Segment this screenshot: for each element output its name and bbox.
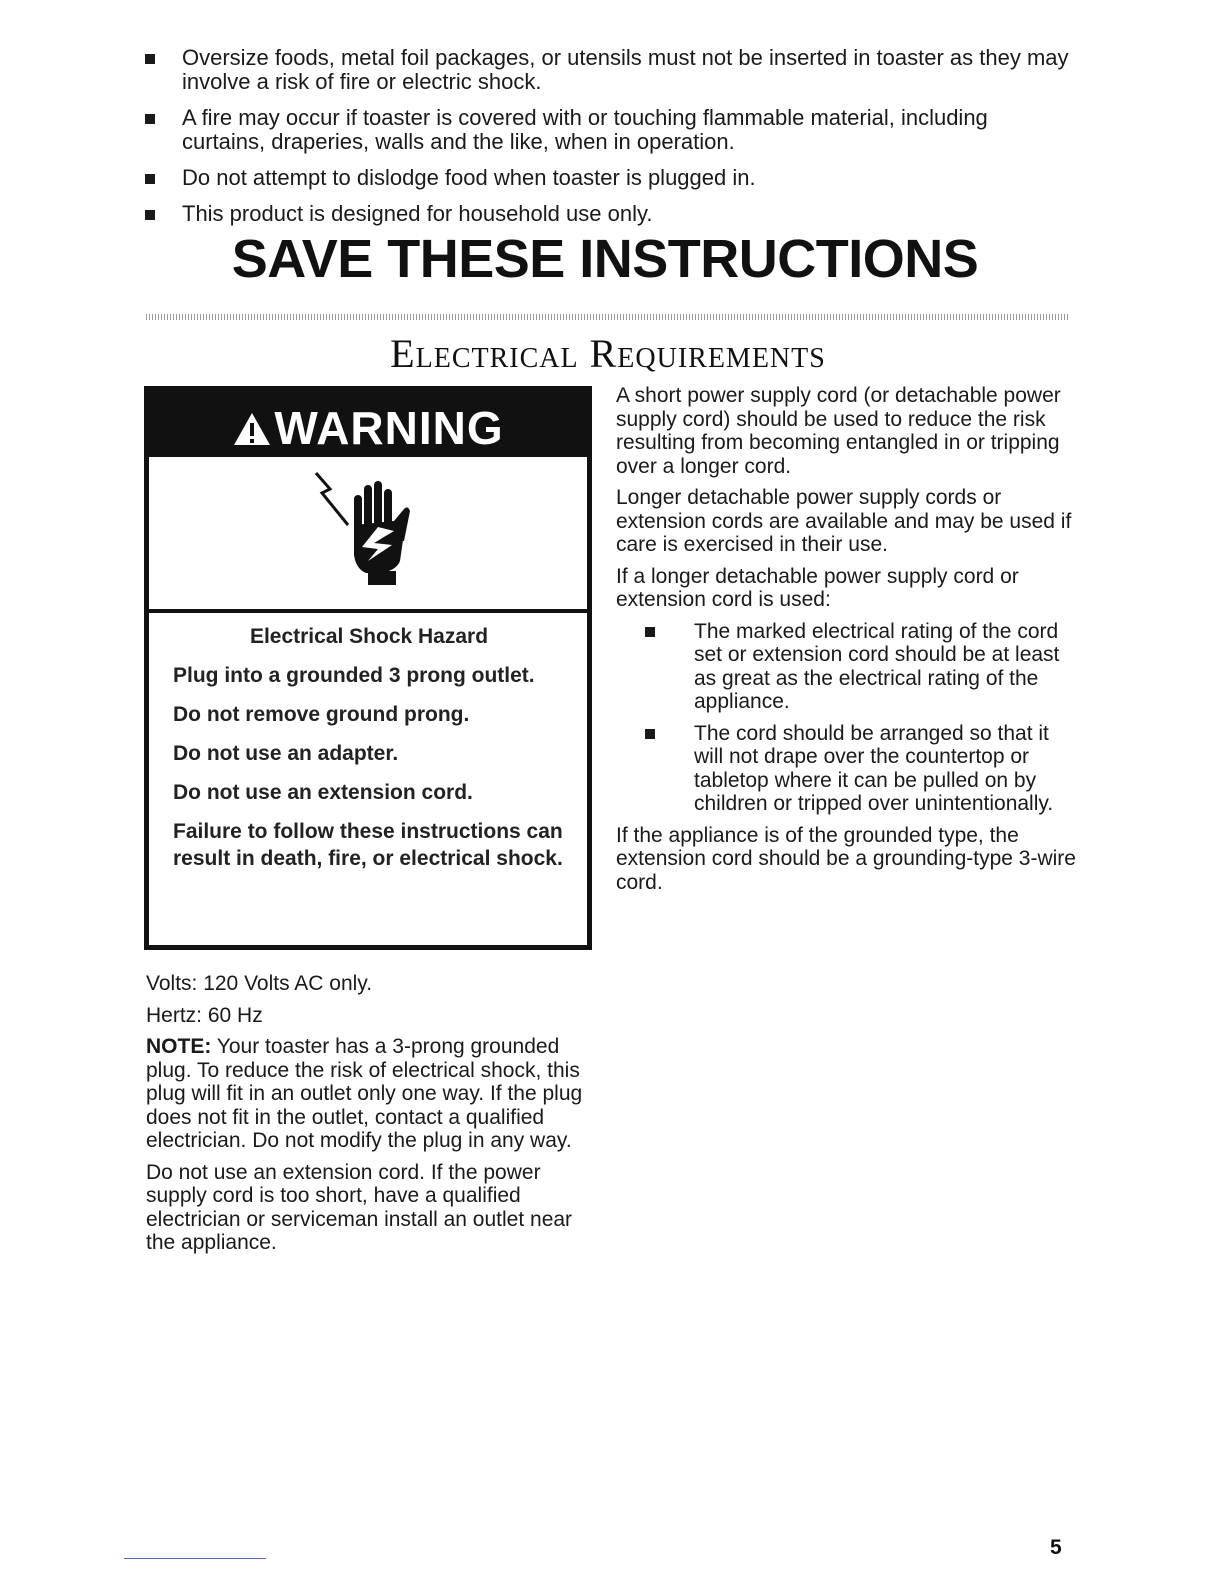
safety-bullet: [142, 106, 1072, 154]
warning-box: [144, 386, 592, 950]
warning-banner-label: WARNING: [274, 402, 504, 454]
cord-bullet-text: The cord should be arranged so that it will not drape over the countertop or tabletop where it can be pulled on by children or tripped over unintentionally.: [694, 721, 1054, 815]
warning-line: Do not remove ground prong.: [173, 703, 470, 726]
volts-spec: Volts: 120 Volts AC only.: [146, 972, 373, 995]
hertz-spec: Hertz: 60 Hz: [146, 1003, 263, 1027]
safety-bullet-list: [142, 46, 1072, 238]
safety-bullet-text: This product is designed for household use only.: [182, 201, 653, 226]
cord-bullet: [616, 620, 1076, 714]
cord-paragraph: Longer detachable power supply cords or extension cords are available and may be used if care is exercised in their use.: [616, 486, 1072, 556]
warning-text: [149, 613, 587, 872]
safety-bullet-text: Oversize foods, metal foil packages, or utensils must not be inserted in toaster as they may involve a risk of fire or electric shock.: [182, 45, 1069, 94]
cord-paragraph: If a longer detachable power supply cord or extension cord is used:: [616, 564, 1019, 611]
note-text: Your toaster has a 3-prong grounded plug. To reduce the risk of electrical shock, this plug will fit in an outlet only one way. If the plug does not fit in the outlet, contact a qualified electrician. Do not modify the plug in any way.: [146, 1035, 583, 1152]
hazard-title: Electrical Shock Hazard: [249, 625, 489, 648]
footer-divider: [124, 1558, 266, 1559]
warning-triangle-icon: [232, 411, 272, 447]
safety-bullet: [142, 46, 1072, 94]
electric-shock-hand-icon: [308, 469, 428, 587]
extension-cord-paragraph: Do not use an extension cord. If the power supply cord is too short, have a qualified electrician or serviceman install an outlet near the appliance.: [146, 1160, 573, 1254]
save-instructions-heading: SAVE THESE INSTRUCTIONS: [231, 229, 979, 289]
square-bullet-icon: [145, 54, 155, 64]
warning-line: Do not use an adapter.: [173, 742, 399, 765]
square-bullet-icon: [645, 627, 655, 637]
safety-bullet: [142, 166, 1072, 190]
shock-hazard-icon-panel: [149, 457, 587, 613]
safety-bullet: [142, 202, 1072, 226]
page-number: 5: [1050, 1536, 1062, 1559]
cord-bullet-list: [616, 620, 1076, 816]
note-paragraph: [146, 1035, 596, 1153]
cord-paragraph: A short power supply cord (or detachable power supply cord) should be used to reduce the risk resulting from becoming entangled in or tripping over a longer cord.: [616, 384, 1061, 478]
cord-bullet: [616, 722, 1076, 816]
cord-paragraph: If the appliance is of the grounded type, the extension cord should be a grounding-type 3-wire cord.: [616, 823, 1076, 894]
warning-banner: [149, 391, 587, 457]
square-bullet-icon: [145, 210, 155, 220]
square-bullet-icon: [145, 114, 155, 124]
electrical-specs: [146, 972, 596, 1263]
safety-bullet-text: Do not attempt to dislodge food when toaster is plugged in.: [182, 165, 756, 190]
warning-line: Do not use an extension cord.: [173, 781, 473, 804]
power-cord-section: [616, 384, 1076, 902]
square-bullet-icon: [145, 174, 155, 184]
section-title: Electrical Requirements: [390, 331, 826, 376]
warning-line: Plug into a grounded 3 prong outlet.: [173, 664, 535, 687]
square-bullet-icon: [645, 729, 655, 739]
warning-line: Failure to follow these instructions can result in death, fire, or electrical shock.: [173, 820, 563, 870]
cord-bullet-text: The marked electrical rating of the cord set or extension cord should be at least as great as the electrical rating of the appliance.: [694, 619, 1060, 713]
safety-bullet-text: A fire may occur if toaster is covered with or touching flammable material, including curtains, draperies, walls and the like, when in operation.: [182, 105, 988, 154]
note-label: NOTE:: [146, 1035, 212, 1058]
section-divider: [146, 314, 1068, 320]
